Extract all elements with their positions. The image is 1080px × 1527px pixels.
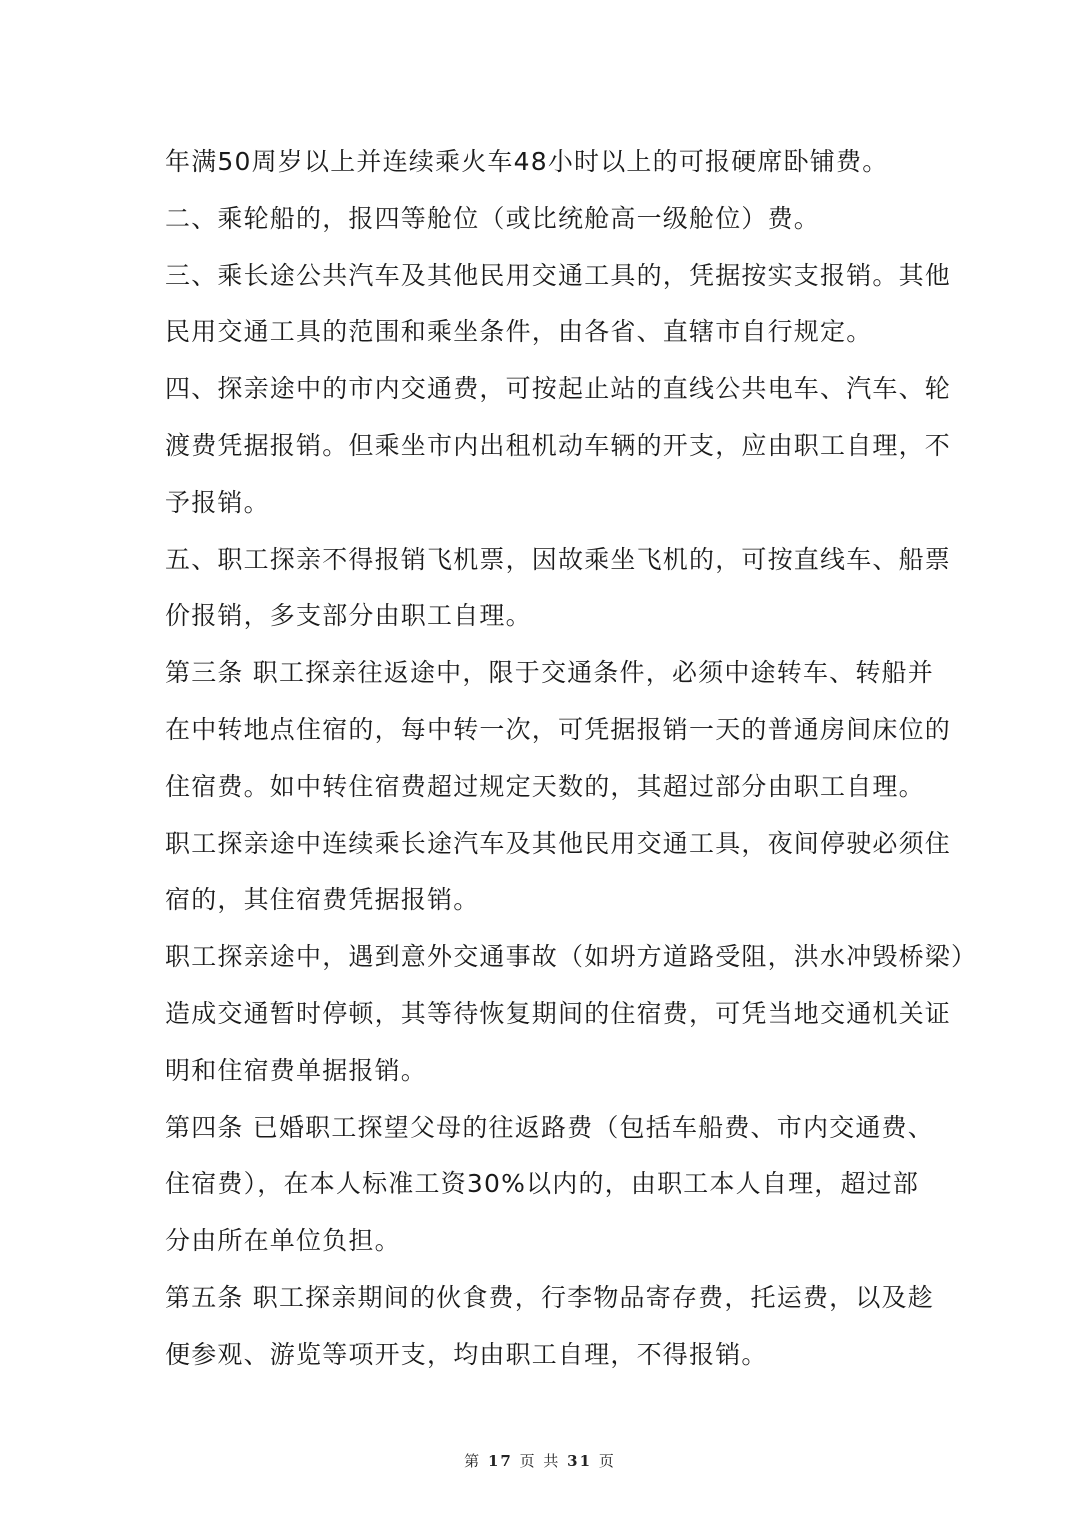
text-line: 二、乘轮船的，报四等舱位（或比统舱高一级舱位）费。: [165, 203, 821, 233]
text-line: 民用交通工具的范围和乘坐条件，由各省、直辖市自行规定。: [165, 317, 873, 347]
current-page-number: 17: [487, 1452, 513, 1470]
paragraph: [165, 191, 917, 248]
page-footer: [0, 1450, 1080, 1471]
text-line: 住宿费），在本人标准工资30%以内的，由职工本人自理，超过部: [165, 1169, 920, 1199]
text-line: 第三条 职工探亲往返途中，限于交通条件，必须中途转车、转船并: [165, 658, 934, 688]
text-line: 予报销。: [165, 487, 270, 517]
text-line: 分由所在单位负担。: [165, 1226, 401, 1256]
paragraph: [165, 1100, 934, 1270]
text-line: 第五条 职工探亲期间的伙食费，行李物品寄存费，托运费，以及趁: [165, 1282, 934, 1312]
paragraph: [165, 532, 952, 646]
footer-middle: 页 共: [519, 1452, 561, 1470]
paragraph: [165, 816, 952, 930]
text-line: 宿的，其住宿费凭据报销。: [165, 885, 480, 915]
paragraph: [165, 248, 952, 362]
text-line: 明和住宿费单据报销。: [165, 1055, 428, 1085]
body-text: [165, 134, 978, 1384]
text-line: 职工探亲途中，遇到意外交通事故（如坍方道路受阻，洪水冲毁桥梁）: [165, 942, 978, 972]
paragraph: [165, 1270, 934, 1384]
text-line: 价报销，多支部分由职工自理。: [165, 601, 532, 631]
text-line: 便参观、游览等项开支，均由职工自理，不得报销。: [165, 1339, 768, 1369]
text-line: 职工探亲途中连续乘长途汽车及其他民用交通工具，夜间停驶必须住: [165, 828, 952, 858]
text-line: 年满50周岁以上并连续乘火车48小时以上的可报硬席卧铺费。: [165, 147, 889, 176]
text-line: 第四条 已婚职工探望父母的往返路费（包括车船费、市内交通费、: [165, 1112, 934, 1142]
footer-suffix: 页: [598, 1452, 616, 1470]
text-line: 渡费凭据报销。但乘坐市内出租机动车辆的开支，应由职工自理，不: [165, 430, 952, 460]
footer-prefix: 第: [464, 1452, 482, 1470]
paragraph: [165, 929, 978, 1099]
text-line: 在中转地点住宿的，每中转一次，可凭据报销一天的普通房间床位的: [165, 714, 952, 744]
text-line: 四、探亲途中的市内交通费，可按起止站的直线公共电车、汽车、轮: [165, 374, 952, 404]
paragraph: [165, 361, 952, 531]
text-line: 住宿费。如中转住宿费超过规定天数的，其超过部分由职工自理。: [165, 771, 925, 801]
text-line: 三、乘长途公共汽车及其他民用交通工具的，凭据按实支报销。其他: [165, 260, 952, 290]
text-line: 五、职工探亲不得报销飞机票，因故乘坐飞机的，可按直线车、船票: [165, 544, 952, 574]
text-line: 造成交通暂时停顿，其等待恢复期间的住宿费，可凭当地交通机关证: [165, 998, 952, 1028]
total-pages-number: 31: [567, 1452, 593, 1470]
paragraph: [165, 645, 952, 815]
paragraph: [165, 134, 917, 191]
